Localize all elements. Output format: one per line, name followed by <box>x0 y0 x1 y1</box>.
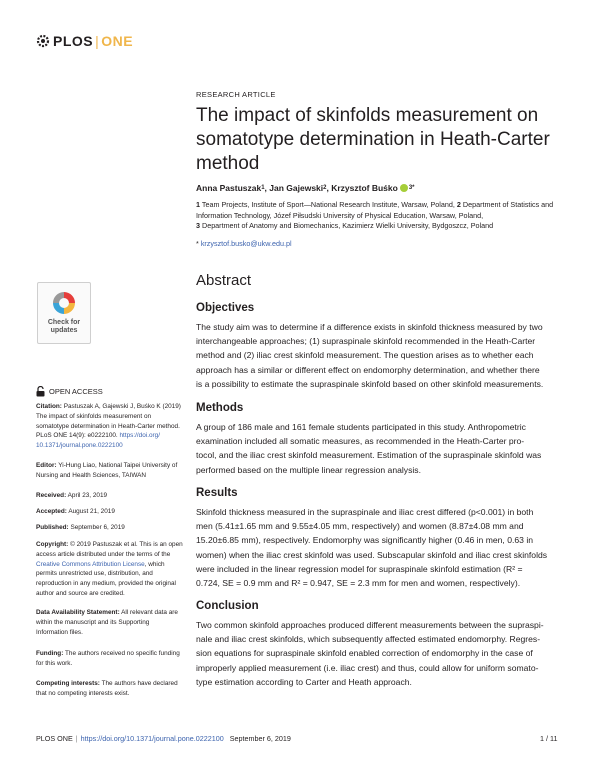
editor-block <box>36 461 186 481</box>
methods-heading: Methods <box>196 402 244 414</box>
author-list <box>196 183 415 193</box>
affiliation-ref: 2 <box>323 185 327 191</box>
data-availability-block <box>36 608 186 637</box>
data-availability-label: Data Availability Statement: <box>36 609 120 616</box>
article-type: RESEARCH ARTICLE <box>196 90 276 99</box>
text-line: Skinfold thickness measured in the supraspinale and iliac crest differed (p<0.001) in both <box>196 507 534 517</box>
text-line: The authors received no specific funding <box>65 650 180 657</box>
results-heading: Results <box>196 487 238 499</box>
author-separator: , <box>326 183 332 193</box>
text-line: PLoS ONE 14(9): e0222100. <box>36 432 118 440</box>
correspondence-email-link[interactable]: krzysztof.busko@ukw.edu.pl <box>200 239 292 248</box>
page-footer <box>36 734 291 743</box>
correspondence <box>196 239 292 248</box>
affiliation-number: 3 <box>196 221 200 230</box>
conclusion-heading: Conclusion <box>196 600 259 612</box>
text-line: Nursing and Health Sciences, TAIWAN <box>36 471 146 479</box>
text-line: access article distributed under the terms of the <box>36 550 171 558</box>
published-date <box>36 523 186 533</box>
text-line: that no competing interests exist. <box>36 689 130 697</box>
correspondence-mark: * <box>196 239 199 248</box>
crossmark-icon <box>50 289 78 317</box>
footer-date: September 6, 2019 <box>229 734 291 743</box>
author-separator: , <box>264 183 270 193</box>
logo-one: ONE <box>101 33 134 49</box>
logo-separator: | <box>95 33 100 49</box>
footer-journal: PLOS ONE <box>36 734 73 743</box>
text-line: Yi-Hung Liao, National Taipei University of <box>58 462 178 469</box>
text-line: women) when the iliac crest skinfold was used. Subscapular skinfold and iliac crest skinfolds <box>196 549 548 560</box>
competing-interests-label: Competing interests: <box>36 680 100 687</box>
affiliation-number: 2 <box>456 200 461 209</box>
text-line: 0.724, SE = 0.9 mm and R² = 0.947, SE = 2.3 mm for men and women, respectively). <box>196 578 521 589</box>
objectives-heading: Objectives <box>196 302 255 314</box>
copyright-block <box>36 540 186 599</box>
license-link[interactable]: Creative Commons Attribution License <box>36 560 145 568</box>
text-line: sion equations for supraspinale skinfold enabled correction of endomorphy in the case of <box>196 648 533 659</box>
published-value: September 6, 2019 <box>70 524 125 531</box>
text-line: within the manuscript and its Supporting <box>36 618 150 626</box>
conclusion-text <box>196 618 578 689</box>
author-name[interactable]: Anna Pastuszak <box>196 183 262 193</box>
text-line: The impact of skinfolds measurement on <box>36 412 152 420</box>
text-fragment: , which <box>144 560 165 568</box>
text-line: author and source are credited. <box>36 589 125 597</box>
text-line: permits unrestricted use, distribution, and <box>36 570 153 578</box>
text-line: improperly applied measurement (i.e. iliac crest) and thus, could allow for uniform somato- <box>196 662 539 673</box>
accepted-value: August 21, 2019 <box>68 508 115 515</box>
text-line: 15.20±6.85 mm), respectively. Endomorphy was significantly higher (0.46 in men, 0.63 in <box>196 535 534 546</box>
affiliation-text: Department of Anatomy and Biomechanics, Kazimierz Wielki University, Bydgoszcz, Poland <box>202 221 494 230</box>
funding-label: Funding: <box>36 650 64 657</box>
methods-text <box>196 420 578 477</box>
published-label: Published: <box>36 524 69 531</box>
citation-block <box>36 402 186 451</box>
text-line: nale and iliac crest skinfolds, which subsequently affected estimated endomorphy. Regres- <box>196 634 541 645</box>
affiliation-ref: 1 <box>261 185 265 191</box>
journal-logo[interactable] <box>36 33 133 49</box>
funding-block <box>36 649 186 669</box>
text-line: for this work. <box>36 659 73 667</box>
logo-plos: PLOS <box>53 33 94 49</box>
author-name[interactable]: Krzysztof Buśko <box>331 183 398 193</box>
results-text <box>196 505 578 590</box>
text-line: Two common skinfold approaches produced different measurements between the supraspi- <box>196 620 544 630</box>
crossmark-line: Check for <box>47 319 81 326</box>
received-label: Received: <box>36 492 67 499</box>
editor-label: Editor: <box>36 462 57 469</box>
accepted-label: Accepted: <box>36 508 67 515</box>
open-access-label: OPEN ACCESS <box>49 387 103 396</box>
abstract-heading: Abstract <box>196 272 252 289</box>
doi-link[interactable]: 10.1371/journal.pone.0222100 <box>36 442 123 450</box>
text-line: somatotype determination in Heath-Carter method. <box>36 422 180 430</box>
article-title: The impact of skinfolds measurement on somatotype determination in Heath-Carter method <box>196 105 550 174</box>
text-line: interchangeable approaches; (1) supraspinale skinfold recommended in the Heath-Carter <box>196 336 536 347</box>
crossmark-line: updates <box>50 327 78 334</box>
text-line: reproduction in any medium, provided the original <box>36 580 176 588</box>
open-access-badge <box>36 386 103 397</box>
text-line: approach has a similar or different effect on endomorphy determination, and whether there <box>196 364 540 375</box>
text-line: A group of 186 male and 161 female students participated in this study. Anthropometric <box>196 422 526 432</box>
competing-interests-block <box>36 679 186 699</box>
footer-separator: | <box>75 734 78 743</box>
footer-doi-link[interactable]: https://doi.org/10.1371/journal.pone.0222100 <box>80 734 224 743</box>
objectives-text <box>196 320 578 391</box>
citation-label: Citation: <box>36 403 62 410</box>
corresponding-mark: * <box>412 185 415 191</box>
check-for-updates-button[interactable] <box>37 282 91 344</box>
text-line: performed based on the multiple linear regression analysis. <box>196 464 421 475</box>
text-line: The study aim was to determine if a difference exists in skinfold thickness measured by two <box>196 322 543 332</box>
affiliation-text: Team Projects, Institute of Sport—National Research Institute, Warsaw, Poland, <box>201 200 455 209</box>
plos-gear-icon <box>36 34 50 48</box>
received-value: April 23, 2019 <box>67 492 108 499</box>
text-line: tocol, and the iliac crest skinfold measurement. Estimation of the supraspinale skinfold was <box>196 450 542 461</box>
text-line: examination included all somatic measures, as recommended in the Heath-Carter pro- <box>196 436 525 447</box>
open-lock-icon <box>36 386 45 397</box>
affiliation-ref: 3 <box>408 185 413 191</box>
orcid-icon[interactable] <box>400 184 408 192</box>
text-line: were included in the linear regression model for supraspinale skinfold estimation (R² = <box>196 563 523 574</box>
text-line: is a possibility to estimate the supraspinale skinfold based on other skinfold measurements. <box>196 378 544 389</box>
text-line: method and (2) iliac crest skinfold measurement. The question arises as to whether each <box>196 350 534 361</box>
author-name[interactable]: Jan Gajewski <box>269 183 324 193</box>
text-line: men (5.41±1.65 mm and 9.55±4.05 mm, respectively) and women (8.87±4.08 mm and <box>196 521 524 532</box>
text-line: © 2019 Pastuszak et al. This is an open <box>70 541 183 548</box>
text-line: Information files. <box>36 628 83 636</box>
text-line: All relevant data are <box>121 609 178 616</box>
text-line: The authors have declared <box>101 680 178 687</box>
text-line: Pastuszak A, Gajewski J, Buśko K (2019) <box>63 403 181 410</box>
page-number: 1 / 11 <box>540 734 558 743</box>
affiliations <box>196 200 576 232</box>
affiliation-number: 1 <box>196 200 200 209</box>
accepted-date <box>36 507 186 517</box>
received-date <box>36 491 186 501</box>
text-line: type estimation according to Carter and Heath approach. <box>196 676 412 687</box>
affiliation-text: Department of Statistics and Information Technology, Józef Piłsudski University of Physical Education, Warsaw, Poland, <box>196 200 554 220</box>
copyright-label: Copyright: <box>36 541 69 548</box>
doi-link[interactable]: https://doi.org/ <box>119 432 160 440</box>
